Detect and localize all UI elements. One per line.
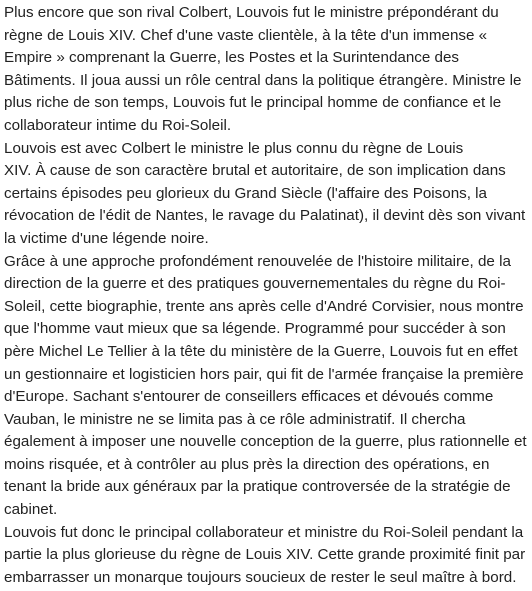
paragraph-4 — [4, 522, 526, 590]
text-line: un gestionnaire et logisticien hors pair, qui fit de l'armée française la première — [4, 365, 524, 383]
text-line: que l'homme vaut mieux que sa légende. Programmé pour succéder à son — [4, 320, 506, 338]
text-line: Grâce à une approche profondément renouvelée de l'histoire militaire, de la — [4, 252, 511, 270]
text-line: également à imposer une nouvelle conception de la guerre, plus rationnelle et — [4, 433, 527, 451]
text-line: Vauban, le ministre ne se limita pas à ce rôle administratif. Il chercha — [4, 410, 466, 428]
text-line: d'Europe. Sachant s'entourer de conseillers efficaces et dévoués comme — [4, 388, 494, 406]
text-line: Soleil, cette biographie, trente ans après celle d'André Corvisier, nous montre — [4, 297, 524, 315]
text-line: partie la plus glorieuse du règne de Louis XIV. Cette grande proximité finit par — [4, 546, 526, 564]
text-line: père Michel Le Tellier à la tête du ministère de la Guerre, Louvois fut en effet — [4, 342, 518, 360]
text-line: certains épisodes peu glorieux du Grand Siècle (l'affaire des Poisons, la — [4, 184, 487, 202]
text-line: collaborateur intime du Roi-Soleil. — [4, 116, 232, 134]
paragraph-3 — [4, 251, 526, 522]
text-line: la victime d'une légende noire. — [4, 229, 209, 247]
text-line: tenant la bride aux généraux par la pratique controversée de la stratégie de — [4, 478, 511, 496]
text-line: plus riche de son temps, Louvois fut le principal homme de confiance et le — [4, 94, 502, 112]
text-line: direction de la guerre et des pratiques gouvernementales du règne du Roi- — [4, 275, 506, 293]
text-line: moins risquée, et à contrôler au plus près la direction des opérations, en — [4, 455, 490, 473]
text-line: embarrasser un monarque toujours soucieux de rester le seul maître à bord. — [4, 568, 517, 586]
text-line: règne de Louis XIV. Chef d'une vaste clientèle, à la tête d'un immense « — [4, 26, 488, 44]
text-line: XIV. À cause de son caractère brutal et autoritaire, de son implication dans — [4, 162, 506, 180]
text-line: Louvois fut donc le principal collaborateur et ministre du Roi-Soleil pendant la — [4, 523, 524, 541]
paragraph-1 — [4, 2, 526, 138]
text-line: Plus encore que son rival Colbert, Louvois fut le ministre prépondérant du — [4, 4, 499, 21]
text-line: Bâtiments. Il joua aussi un rôle central dans la politique étrangère. Ministre le — [4, 71, 522, 89]
text-line: cabinet. — [4, 501, 58, 519]
text-line: Louvois est avec Colbert le ministre le plus connu du règne de Louis — [4, 139, 464, 157]
paragraph-2 — [4, 138, 526, 251]
text-line: révocation de l'édit de Nantes, le ravage du Palatinat), il devint dès son vivant — [4, 207, 526, 225]
text-line: Empire » comprenant la Guerre, les Postes et la Surintendance des — [4, 49, 460, 67]
